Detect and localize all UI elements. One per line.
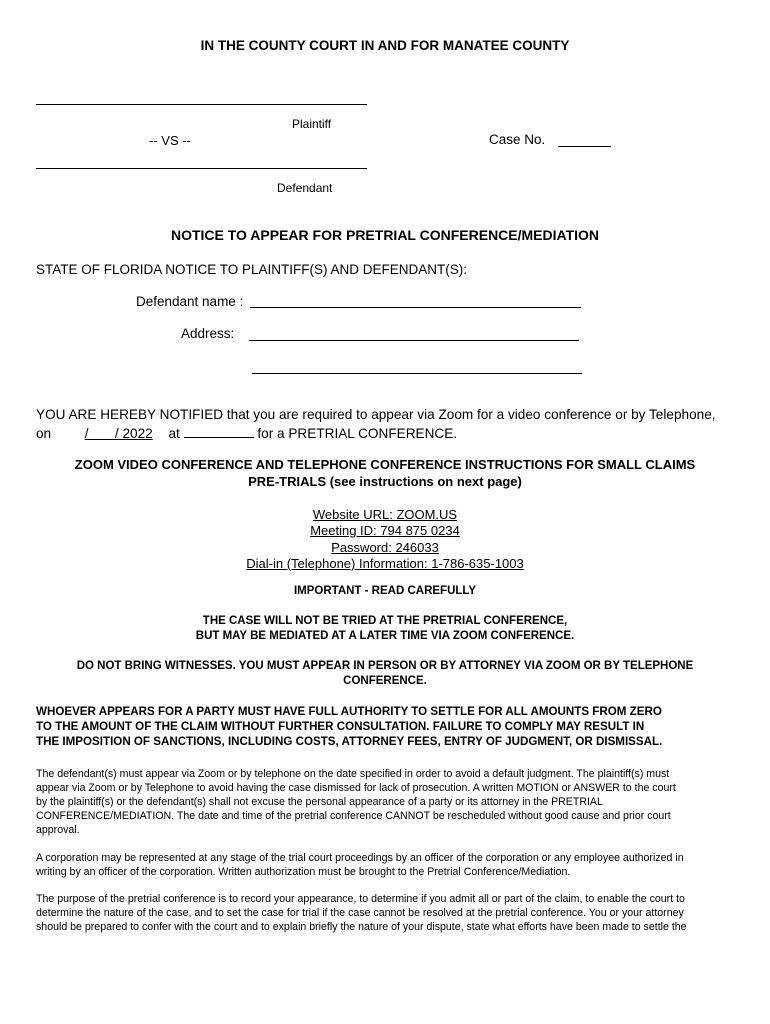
defendant-name-line bbox=[250, 307, 581, 308]
case-number-line bbox=[558, 146, 611, 147]
plaintiff-label: Plaintiff bbox=[292, 117, 332, 131]
not-tried-line-2: BUT MAY BE MEDIATED AT A LATER TIME VIA ZOOM CONFERENCE. bbox=[195, 630, 575, 642]
court-title: IN THE COUNTY COURT IN AND FOR MANATEE COUNTY bbox=[200, 38, 570, 53]
notified-line: YOU ARE HEREBY NOTIFIED that you are required to appear via Zoom for a video conference or by Telephone, bbox=[36, 407, 716, 422]
witnesses-line-1: DO NOT BRING WITNESSES. YOU MUST APPEAR IN PERSON OR BY ATTORNEY VIA ZOOM OR BY TELEPHONE bbox=[76, 660, 694, 672]
for-pretrial-text: for a PRETRIAL CONFERENCE. bbox=[257, 426, 458, 441]
on-label: on bbox=[36, 426, 52, 441]
not-tried-line-1: THE CASE WILL NOT BE TRIED AT THE PRETRIAL CONFERENCE, bbox=[202, 615, 568, 627]
appearance-date-line bbox=[36, 425, 457, 441]
purpose-paragraph: The purpose of the pretrial conference is to record your appearance, to determine if you admit all or part of the claim, to enable the court to determine the nature of the case, and to set the case for trial if the case cannot be resolved at the pretrial conference. You or your attorney should be prepared to confer with the court and to explain briefly the nature of your dispute, state what efforts have been made to settle the bbox=[36, 893, 687, 933]
address-line-1 bbox=[249, 340, 579, 341]
appearance-paragraph: The defendant(s) must appear via Zoom or by telephone on the date specified in order to avoid a default judgment. The plaintiff(s) must appear via Zoom or by Telephone to avoid having the case dismissed for lack of prosecution. A written MOTION or ANSWER to the court by the plaintiff(s) or the defendant(s) shall not excuse the personal appearance of a party or its attorney in the PRETRIAL CONFERENCE/MEDIATION. The date and time of the pretrial conference CANNOT be rescheduled without good cause and prior court approval. bbox=[36, 768, 676, 836]
defendant-label: Defendant bbox=[277, 181, 333, 195]
defendant-name-label: Defendant name : bbox=[136, 294, 244, 309]
important-heading: IMPORTANT - READ CAREFULLY bbox=[293, 585, 477, 597]
case-number-label: Case No. bbox=[489, 132, 546, 147]
corporation-paragraph: A corporation may be represented at any stage of the trial court proceedings by an officer of the corporation or any employee authorized in writing by an officer of the corporation. Written authorization must be brought to the Pretrial Conference/Mediation. bbox=[36, 852, 684, 878]
zoom-heading-1: ZOOM VIDEO CONFERENCE AND TELEPHONE CONFERENCE INSTRUCTIONS FOR SMALL CLAIMS bbox=[74, 457, 696, 472]
plaintiff-line bbox=[36, 104, 367, 105]
appearance-time-line bbox=[184, 425, 254, 438]
address-label: Address: bbox=[181, 326, 235, 341]
authority-line-2: TO THE AMOUNT OF THE CLAIM WITHOUT FURTHER CONSULTATION. FAILURE TO COMPLY MAY RESULT IN bbox=[36, 720, 645, 733]
appearance-date: / / 2022 bbox=[84, 426, 153, 441]
at-label: at bbox=[168, 426, 180, 441]
authority-line-3: THE IMPOSITION OF SANCTIONS, INCLUDING COSTS, ATTORNEY FEES, ENTRY OF JUDGMENT, OR DISMISSAL. bbox=[36, 735, 663, 748]
notice-title: NOTICE TO APPEAR FOR PRETRIAL CONFERENCE/MEDIATION bbox=[170, 227, 600, 243]
defendant-line bbox=[36, 168, 367, 169]
authority-line-1: WHOEVER APPEARS FOR A PARTY MUST HAVE FULL AUTHORITY TO SETTLE FOR ALL AMOUNTS FROM ZERO bbox=[36, 705, 662, 718]
address-line-2 bbox=[252, 373, 582, 374]
witnesses-line-2: CONFERENCE. bbox=[343, 675, 427, 687]
zoom-website: Website URL: ZOOM.US bbox=[312, 507, 458, 522]
state-notice-line: STATE OF FLORIDA NOTICE TO PLAINTIFF(S) AND DEFENDANT(S): bbox=[36, 262, 468, 277]
zoom-heading-2: PRE-TRIALS (see instructions on next page) bbox=[248, 474, 522, 489]
zoom-meeting-id: Meeting ID: 794 875 0234 bbox=[310, 523, 460, 538]
zoom-password: Password: 246033 bbox=[331, 540, 439, 555]
zoom-dial-in: Dial-in (Telephone) Information: 1-786-635-1003 bbox=[246, 556, 524, 571]
versus-label: -- VS -- bbox=[149, 133, 191, 148]
